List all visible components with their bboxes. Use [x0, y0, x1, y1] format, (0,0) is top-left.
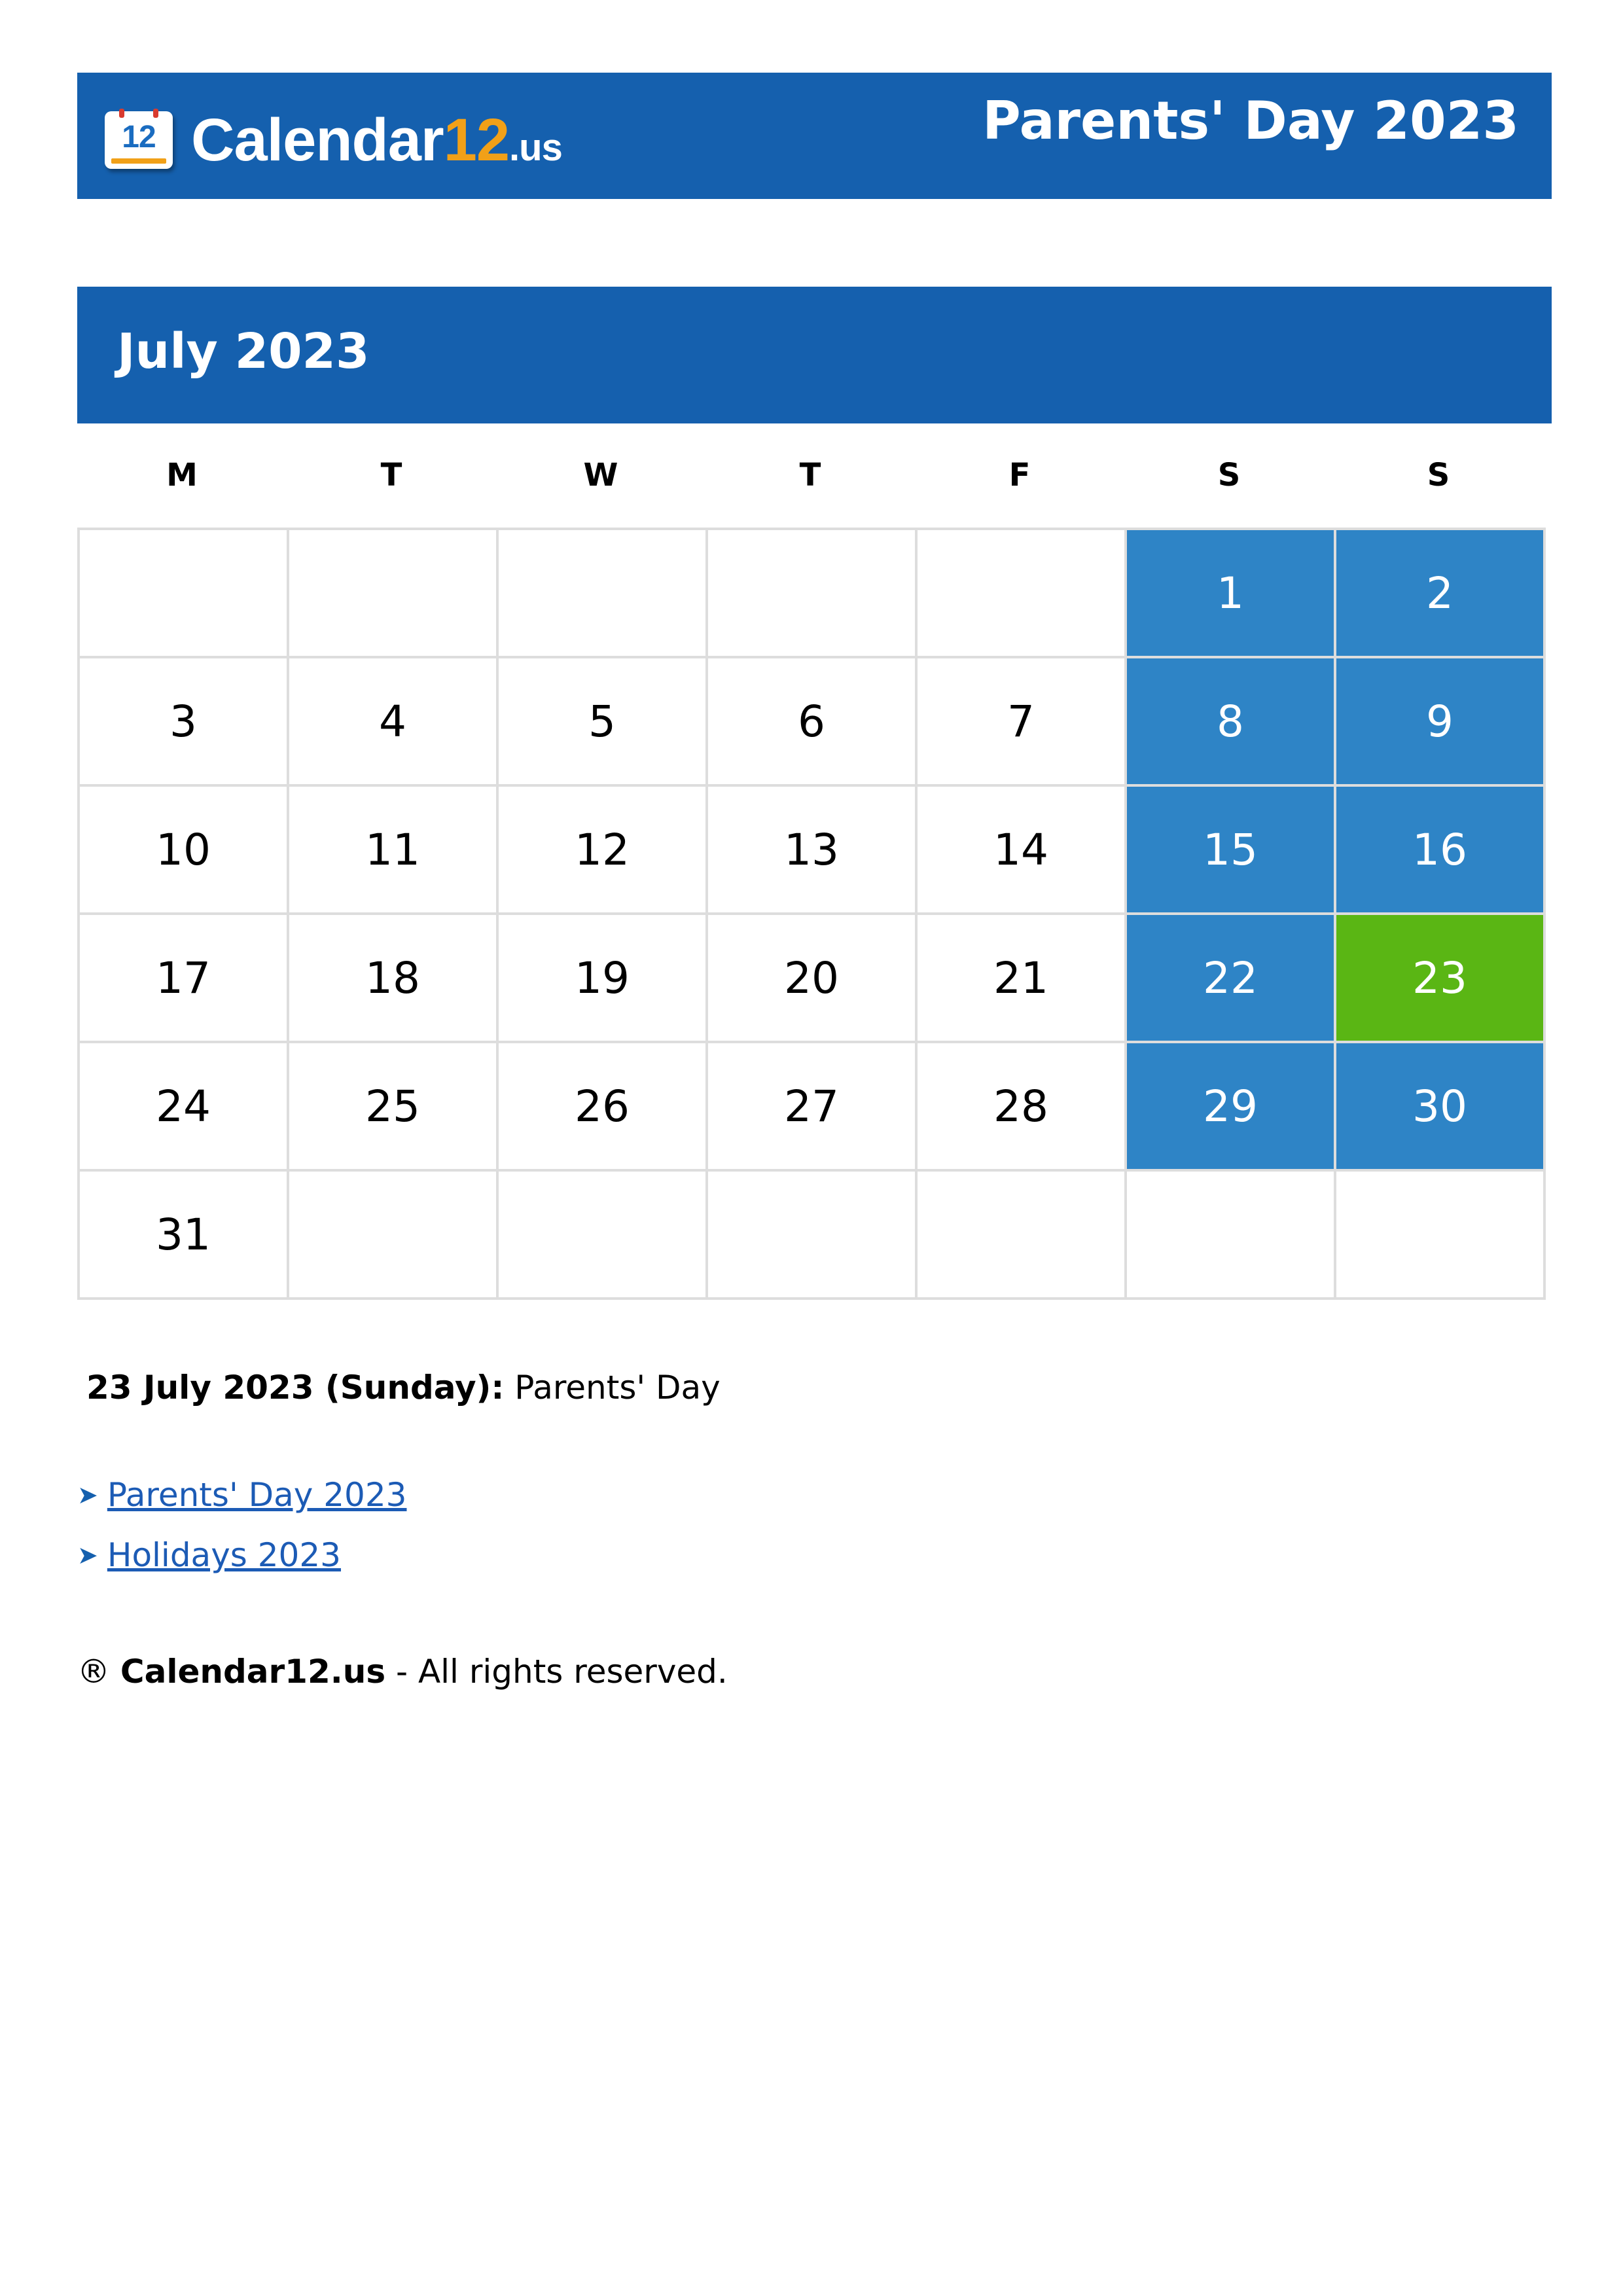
footer-brand: Calendar12.us: [120, 1653, 386, 1691]
calendar-cell-empty: [499, 1172, 708, 1300]
calendar-day-cell[interactable]: 16: [1336, 787, 1546, 915]
weekday-label: M: [166, 457, 198, 493]
month-header: [77, 287, 1552, 423]
calendar-icon-number: 12: [122, 120, 156, 154]
site-logo[interactable]: [105, 107, 562, 173]
calendar-grid: [77, 528, 1546, 1300]
calendar-icon: [105, 111, 173, 169]
arrow-icon: ➤: [77, 1480, 98, 1509]
calendar-cell-empty: [499, 530, 708, 658]
calendar-day-cell[interactable]: 14: [918, 787, 1127, 915]
weekday-label: F: [1008, 457, 1031, 493]
calendar-cell-empty: [918, 1172, 1127, 1300]
weekday-label: S: [1427, 457, 1450, 493]
calendar-day-cell[interactable]: 18: [289, 915, 499, 1043]
calendar-cell-empty: [1127, 1172, 1336, 1300]
calendar-day-cell[interactable]: 23: [1336, 915, 1546, 1043]
calendar-cell-empty: [289, 530, 499, 658]
calendar-day-cell[interactable]: 2: [1336, 530, 1546, 658]
logo-tld: .us: [509, 126, 562, 169]
calendar-cell-empty: [289, 1172, 499, 1300]
calendar-day-cell[interactable]: 28: [918, 1043, 1127, 1172]
calendar-day-cell[interactable]: 8: [1127, 658, 1336, 787]
calendar-ring: [153, 109, 158, 118]
calendar-day-cell[interactable]: 31: [80, 1172, 289, 1300]
calendar-ring: [119, 109, 124, 118]
holiday-note-event: Parents' Day: [504, 1369, 721, 1407]
calendar-day-cell[interactable]: 7: [918, 658, 1127, 787]
calendar-day-cell[interactable]: 10: [80, 787, 289, 915]
calendar-cell-empty: [708, 530, 918, 658]
calendar-day-cell[interactable]: 15: [1127, 787, 1336, 915]
calendar-day-cell[interactable]: 30: [1336, 1043, 1546, 1172]
related-link[interactable]: Parents' Day 2023: [107, 1476, 407, 1514]
calendar-day-cell[interactable]: 20: [708, 915, 918, 1043]
calendar-day-cell[interactable]: 25: [289, 1043, 499, 1172]
site-header: [77, 73, 1552, 199]
calendar-cell-empty: [80, 530, 289, 658]
weekday-label: W: [583, 457, 618, 493]
month-title: July 2023: [117, 323, 370, 380]
calendar-day-cell[interactable]: 12: [499, 787, 708, 915]
weekday-header-row: [77, 452, 1543, 499]
calendar-icon-bar: [111, 158, 166, 164]
logo-wordmark: [191, 107, 562, 173]
calendar-day-cell[interactable]: 21: [918, 915, 1127, 1043]
calendar-day-cell[interactable]: 27: [708, 1043, 918, 1172]
related-link[interactable]: Holidays 2023: [107, 1536, 341, 1574]
footer-text: - All rights reserved.: [385, 1653, 728, 1691]
logo-name: Calendar: [191, 107, 444, 173]
footer: [77, 1647, 728, 1696]
link-item: [77, 1465, 406, 1525]
calendar-cell-empty: [1336, 1172, 1546, 1300]
logo-number: 12: [443, 107, 510, 173]
calendar-day-cell[interactable]: 9: [1336, 658, 1546, 787]
calendar-cell-empty: [708, 1172, 918, 1300]
calendar-day-cell[interactable]: 17: [80, 915, 289, 1043]
weekday-label: S: [1217, 457, 1241, 493]
calendar-day-cell[interactable]: 6: [708, 658, 918, 787]
holiday-note-date: 23 July 2023 (Sunday):: [86, 1369, 505, 1407]
holiday-note: [86, 1363, 721, 1412]
weekday-label: T: [799, 457, 821, 493]
calendar-day-cell[interactable]: 24: [80, 1043, 289, 1172]
calendar-day-cell[interactable]: 5: [499, 658, 708, 787]
calendar-day-cell[interactable]: 29: [1127, 1043, 1336, 1172]
arrow-icon: ➤: [77, 1541, 98, 1570]
calendar-day-cell[interactable]: 13: [708, 787, 918, 915]
calendar-day-cell[interactable]: 22: [1127, 915, 1336, 1043]
calendar-day-cell[interactable]: 26: [499, 1043, 708, 1172]
registered-symbol: ®: [77, 1653, 110, 1691]
page-title: Parents' Day 2023: [982, 90, 1519, 151]
calendar-day-cell[interactable]: 11: [289, 787, 499, 915]
calendar-day-cell[interactable]: 19: [499, 915, 708, 1043]
calendar-cell-empty: [918, 530, 1127, 658]
calendar-day-cell[interactable]: 1: [1127, 530, 1336, 658]
link-item: [77, 1525, 406, 1585]
calendar-day-cell[interactable]: 4: [289, 658, 499, 787]
weekday-label: T: [380, 457, 402, 493]
calendar-day-cell[interactable]: 3: [80, 658, 289, 787]
related-links: [77, 1465, 406, 1585]
